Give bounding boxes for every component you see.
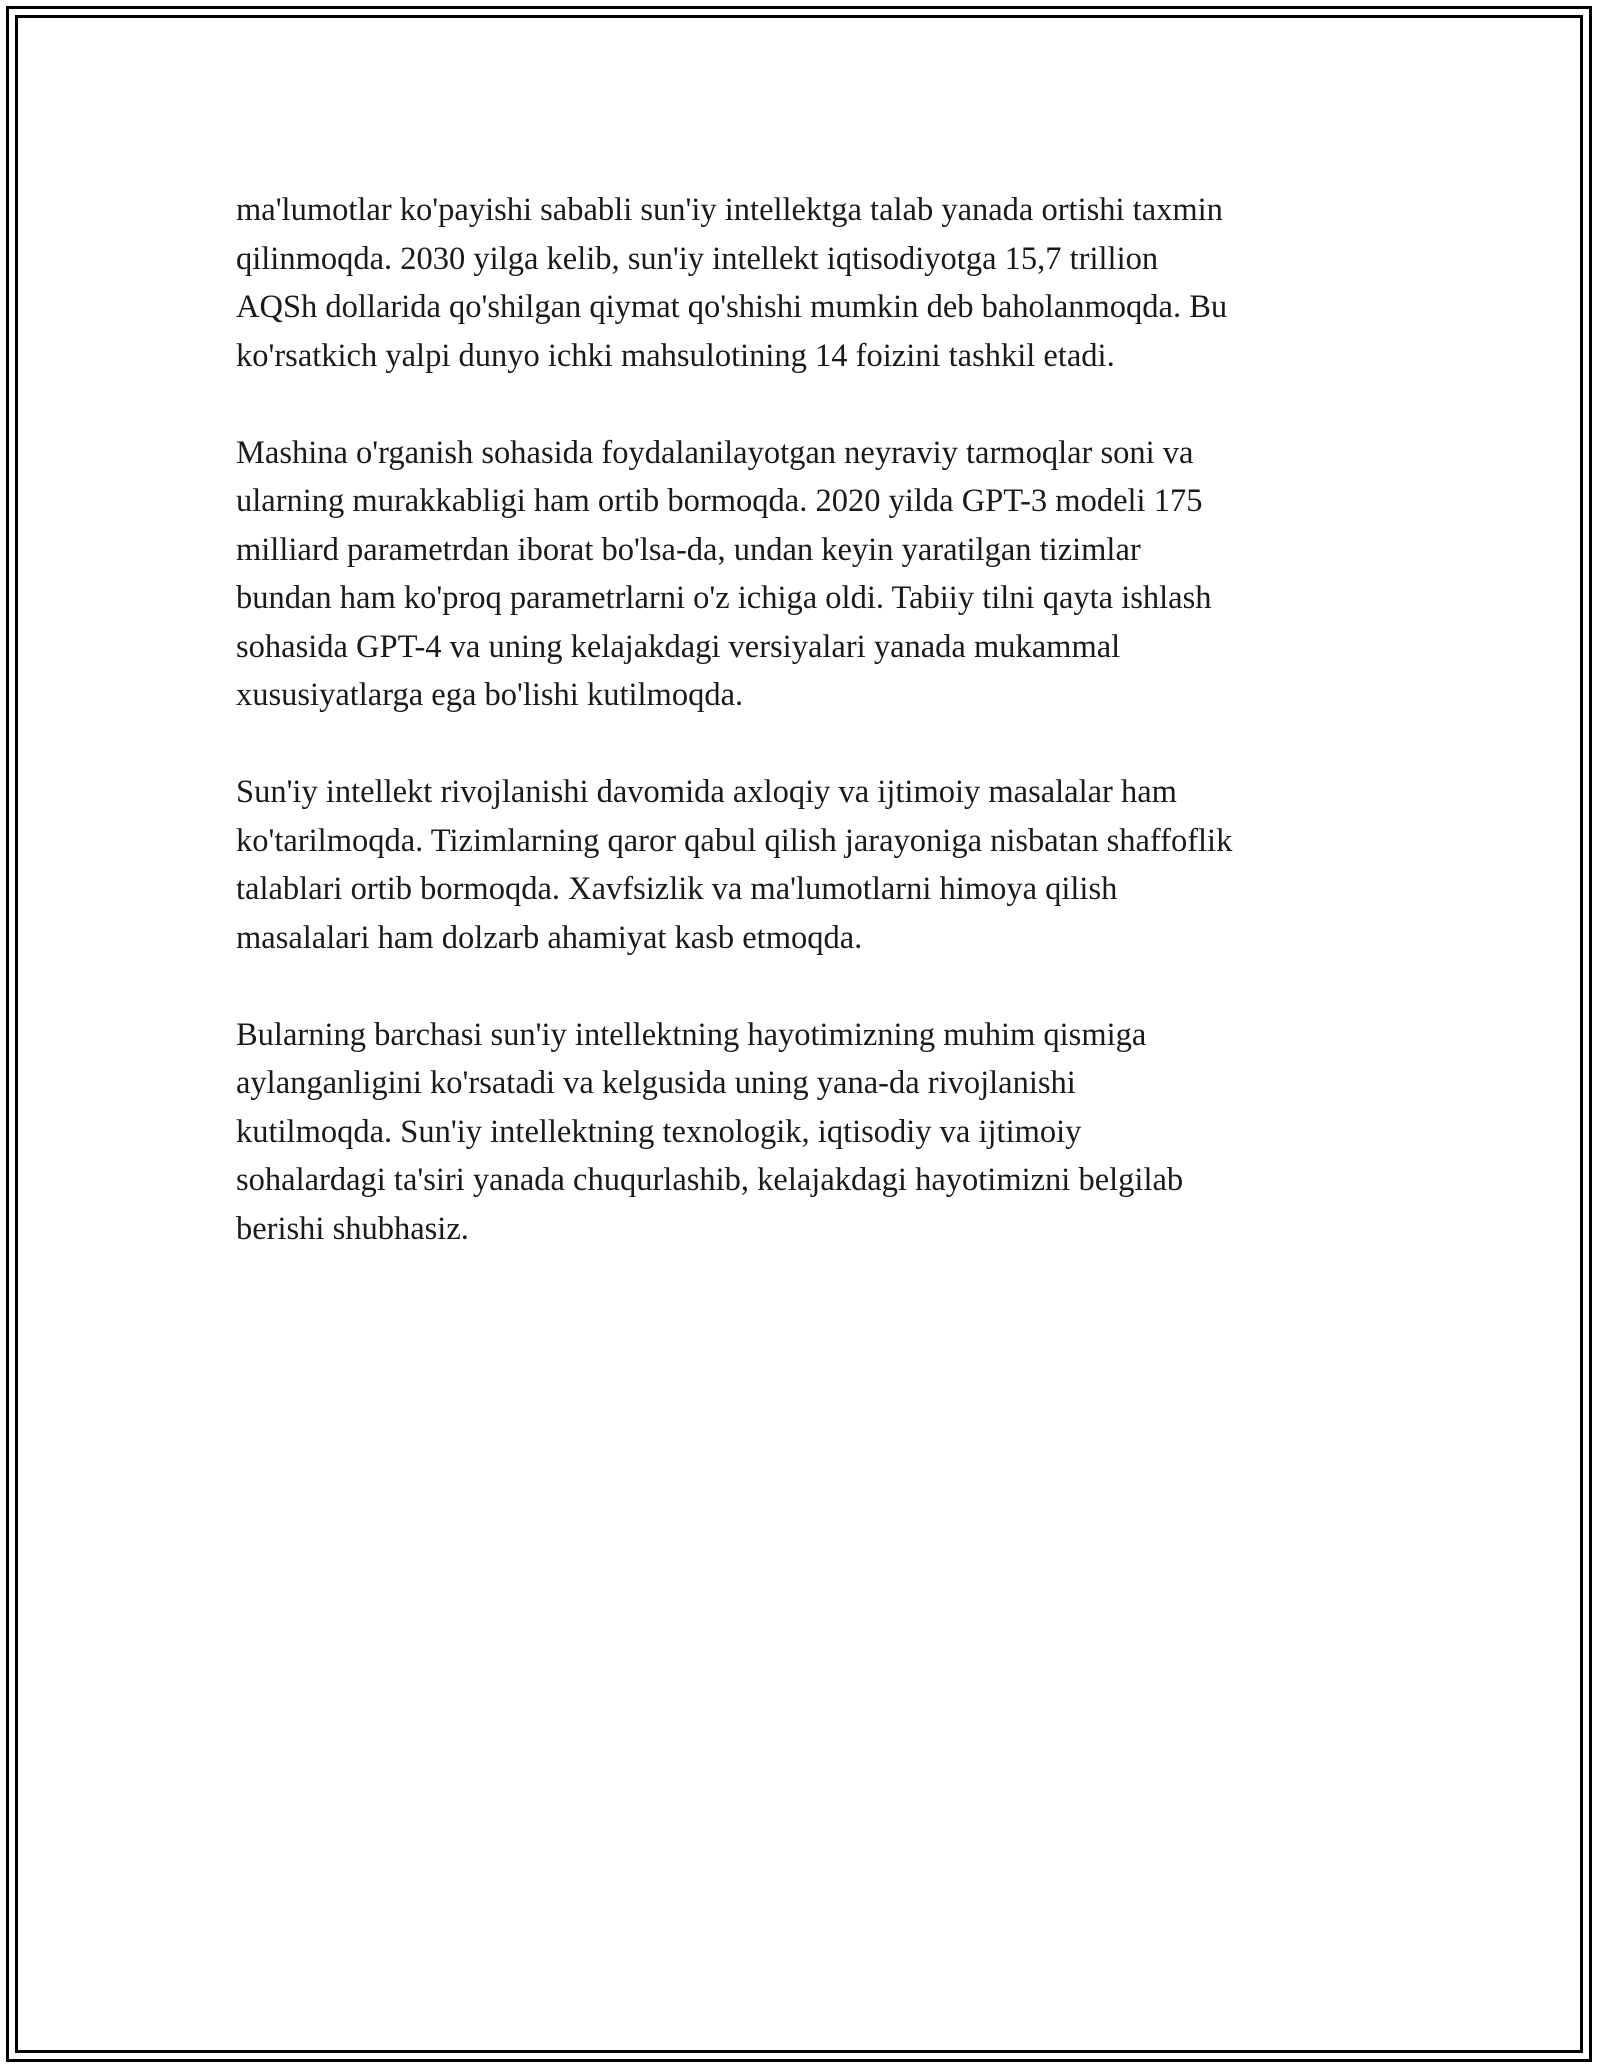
paragraph-4: Bularning barchasi sun'iy intellektning hayotimizning muhim qismiga aylanganligini ko'rsatadi va kelgusida uning yana-da rivojlanishi kutilmoqda. Sun'iy intellektning texnologik, iqtisodiy va ijtimoiy sohalardagi ta'siri yanada chuqurlashib, kelajakdagi hayotimizni belgilab berishi shubhasiz. [236, 1016, 1184, 1247]
paragraph-2: Mashina o'rganish sohasida foydalanilayotgan neyraviy tarmoqlar soni va ularning murakkabligi ham ortib bormoqda. 2020 yilda GPT-3 modeli 175 milliard parametrdan iborat bo'lsa-da, undan keyin yaratilgan tizimlar bundan ham ko'proq parametrlarni o'z ichiga oldi. Tabiiy tilni qayta ishlash sohasida GPT-4 va uning kelajakdagi versiyalari yanada mukammal xususiyatlarga ega bo'lishi kutilmoqda. [236, 434, 1212, 713]
document-body [236, 186, 1376, 1302]
paragraph-3: Sun'iy intellekt rivojlanishi davomida axloqiy va ijtimoiy masalalar ham ko'tarilmoqda. Tizimlarning qaror qabul qilish jarayoniga nisbatan shaffoflik talablari ortib bormoqda. Xavfsizlik va ma'lumotlarni himoya qilish masalalari ham dolzarb ahamiyat kasb etmoqda. [236, 774, 1233, 956]
paragraph-1: ma'lumotlar ko'payishi sababli sun'iy intellektga talab yanada ortishi taxmin qilinmoqda. 2030 yilga kelib, sun'iy intellekt iqtisodiyotga 15,7 trillion AQSh dollarida qo'shilgan qiymat qo'shishi mumkin deb baholanmoqda. Bu ko'rsatkich yalpi dunyo ichki mahsulotining 14 foizini tashkil etadi. [236, 192, 1228, 374]
